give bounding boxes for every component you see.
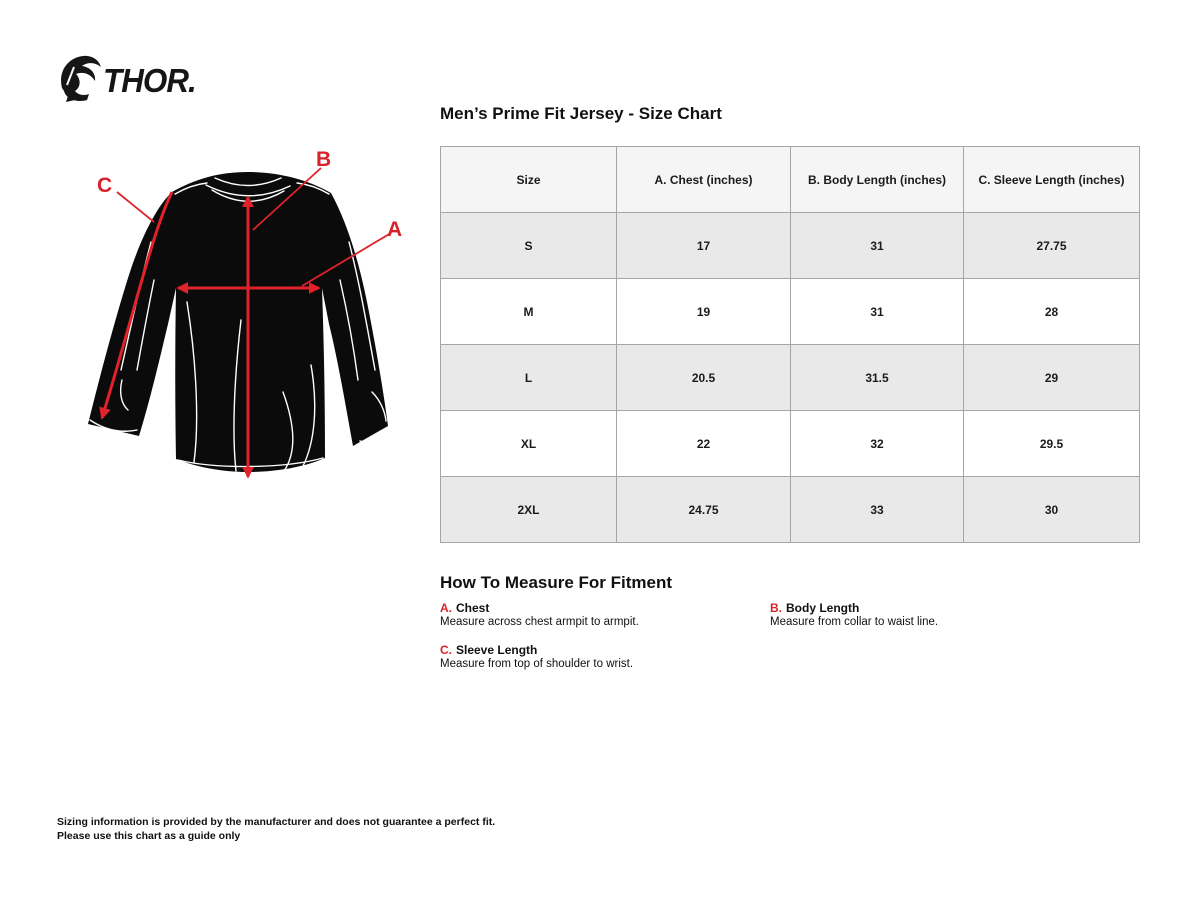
size-cell: M	[441, 279, 617, 345]
size-cell: L	[441, 345, 617, 411]
measure-name-sleeve-length: Sleeve Length	[456, 643, 538, 657]
label-c: C	[97, 174, 113, 197]
body-cell: 31.5	[791, 345, 964, 411]
table-row-xl	[441, 411, 1140, 477]
measure-desc-chest: Measure across chest armpit to armpit.	[440, 616, 639, 628]
measure-item-sleeve-length	[440, 643, 760, 671]
sleeve-cell: 27.75	[964, 213, 1140, 279]
disclaimer-line-1: Sizing information is provided by the manufacturer and does not guarantee a perfect fit.	[57, 816, 496, 828]
measure-item-chest	[440, 601, 760, 629]
size-cell: 2XL	[441, 477, 617, 543]
thor-logo	[57, 52, 201, 102]
body-cell: 33	[791, 477, 964, 543]
table-row-m	[441, 279, 1140, 345]
measure-key-b: B.	[770, 601, 782, 615]
table-row-s	[441, 213, 1140, 279]
table-row-l	[441, 345, 1140, 411]
size-chart-table	[440, 146, 1140, 543]
label-a: A	[387, 218, 403, 241]
sleeve-cell: 29	[964, 345, 1140, 411]
size-cell: S	[441, 213, 617, 279]
column-header-sleeve: C. Sleeve Length (inches)	[964, 147, 1140, 213]
measure-item-label	[770, 601, 1090, 615]
thor-goat-icon	[57, 52, 101, 102]
column-header-body: B. Body Length (inches)	[791, 147, 964, 213]
sizing-disclaimer	[57, 815, 495, 843]
chest-cell: 24.75	[617, 477, 791, 543]
chest-cell: 17	[617, 213, 791, 279]
measure-key-c: C.	[440, 643, 452, 657]
measure-item-body-length	[770, 601, 1090, 629]
logo-text: THOR	[103, 62, 189, 99]
jersey-measurement-diagram	[55, 130, 435, 510]
label-b: B	[316, 148, 332, 171]
header-row	[441, 147, 1140, 213]
table-row-2xl	[441, 477, 1140, 543]
column-header-size: Size	[441, 147, 617, 213]
measure-desc-sleeve-length: Measure from top of shoulder to wrist.	[440, 658, 634, 670]
chest-cell: 22	[617, 411, 791, 477]
disclaimer-line-2: Please use this chart as a guide only	[57, 830, 241, 842]
sleeve-cell: 28	[964, 279, 1140, 345]
page-title: Men’s Prime Fit Jersey - Size Chart	[440, 104, 722, 123]
logo-wordmark	[103, 62, 196, 100]
label-c-leader-line	[117, 192, 154, 222]
measure-item-label	[440, 601, 760, 615]
jersey-silhouette	[88, 172, 388, 472]
measure-name-body-length: Body Length	[786, 601, 860, 615]
measure-desc-body-length: Measure from collar to waist line.	[770, 616, 939, 628]
logo-period: .	[188, 62, 196, 99]
size-cell: XL	[441, 411, 617, 477]
column-header-chest: A. Chest (inches)	[617, 147, 791, 213]
chest-cell: 20.5	[617, 345, 791, 411]
body-cell: 31	[791, 213, 964, 279]
body-cell: 32	[791, 411, 964, 477]
measure-key-a: A.	[440, 601, 452, 615]
sleeve-cell: 30	[964, 477, 1140, 543]
chest-cell: 19	[617, 279, 791, 345]
body-cell: 31	[791, 279, 964, 345]
measure-item-label	[440, 643, 760, 657]
how-to-measure-heading: How To Measure For Fitment	[440, 573, 673, 592]
measure-name-chest: Chest	[456, 601, 490, 615]
sleeve-cell: 29.5	[964, 411, 1140, 477]
